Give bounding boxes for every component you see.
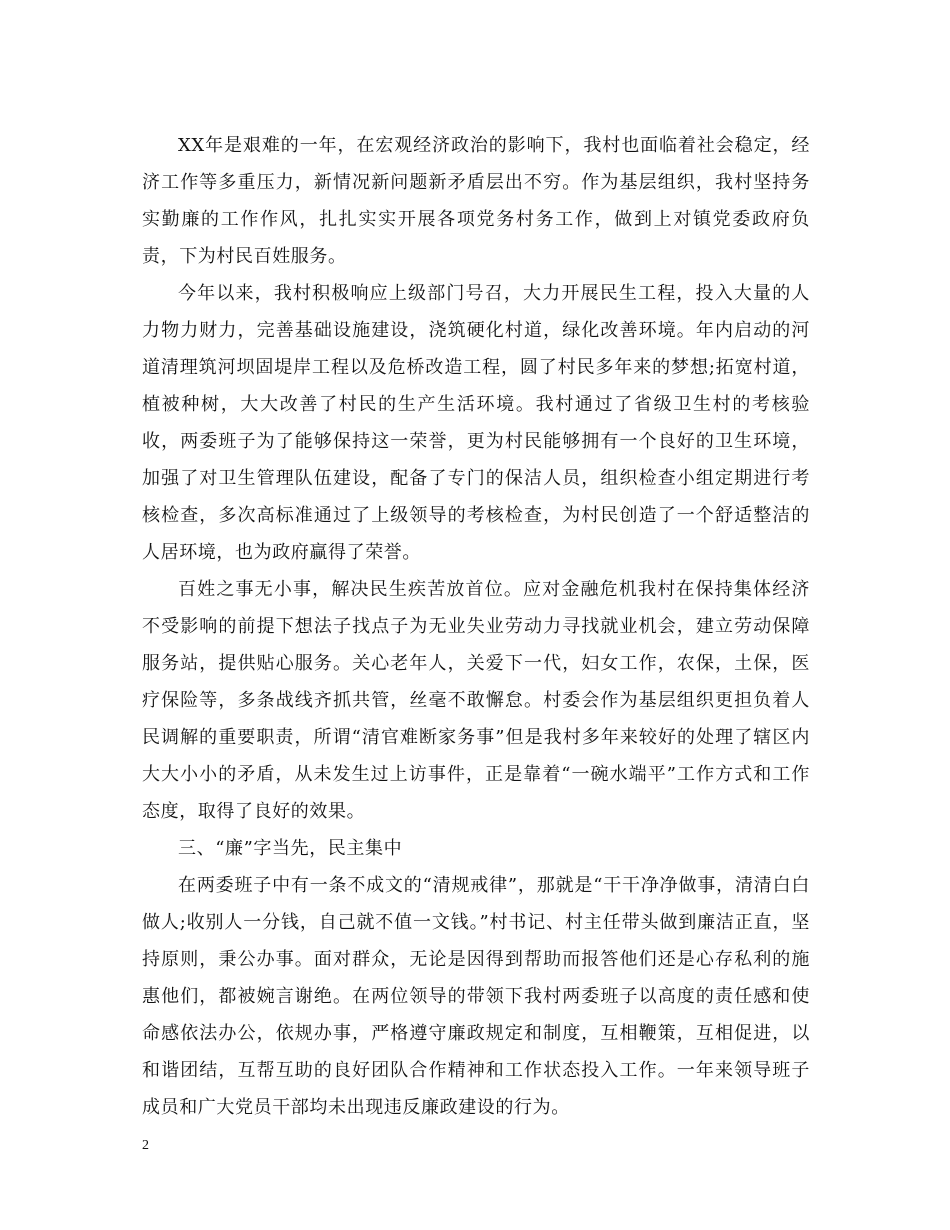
paragraph-infrastructure: 今年以来，我村积极响应上级部门号召，大力开展民生工程，投入大量的人力物力财力，完善基础设施建设，浇筑硬化村道，绿化改善环境。年内启动的河道清理筑河坝固堤岸工程以及危桥改造工程，圆了村民多年来的梦想;拓宽村道，植被种树，大大改善了村民的生产生活环境。我村通过了省级卫生村的考核验收，两委班子为了能够保持这一荣誉，更为村民能够拥有一个良好的卫生环境，加强了对卫生管理队伍建设，配备了专门的保洁人员，组织检查小组定期进行考核检查，多次高标准通过了上级领导的考核检查，为村民创造了一个舒适整洁的人居环境，也为政府赢得了荣誉。	[142, 283, 810, 563]
section-heading: 三、“廉”字当先，民主集中	[178, 838, 403, 859]
paragraph-intro: XX年是艰难的一年，在宏观经济政治的影响下，我村也面临着社会稳定，经济工作等多重压力，新情况新问题新矛盾层出不穷。作为基层组织，我村坚持务实勤廉的工作作风，扎扎实实开展各项党务村务工作，做到上对镇党委政府负责，下为村民百姓服务。	[142, 135, 810, 267]
paragraph-livelihood: 百姓之事无小事，解决民生疾苦放首位。应对金融危机我村在保持集体经济不受影响的前提下想法子找点子为无业失业劳动力寻找就业机会，建立劳动保障服务站，提供贴心服务。关心老年人，关爱下一代，妇女工作，农保，土保，医疗保险等，多条战线齐抓共管，丝毫不敢懈怠。村委会作为基层组织更担负着人民调解的重要职责，所谓“清官难断家务事”但是我村多年来较好的处理了辖区内大大小小的矛盾，从未发生过上访事件，正是靠着“一碗水端平”工作方式和工作态度，取得了良好的效果。	[142, 579, 810, 822]
document-body	[142, 127, 810, 1126]
paragraph-integrity: 在两委班子中有一条不成文的“清规戒律”，那就是“干干净净做事，清清白白做人;收别人一分钱，自己就不值一文钱。”村书记、村主任带头做到廉洁正直，坚持原则，秉公办事。面对群众，无论是因得到帮助而报答他们还是心存私利的施惠他们，都被婉言谢绝。在两位领导的带领下我村两委班子以高度的责任感和使命感依法办公，依规办事，严格遵守廉政规定和制度，互相鞭策，互相促进，以和谐团结，互帮互助的良好团队合作精神和工作状态投入工作。一年来领导班子成员和广大党员干部均未出现违反廉政建设的行为。	[142, 875, 810, 1118]
page-number: 2	[142, 1138, 149, 1153]
